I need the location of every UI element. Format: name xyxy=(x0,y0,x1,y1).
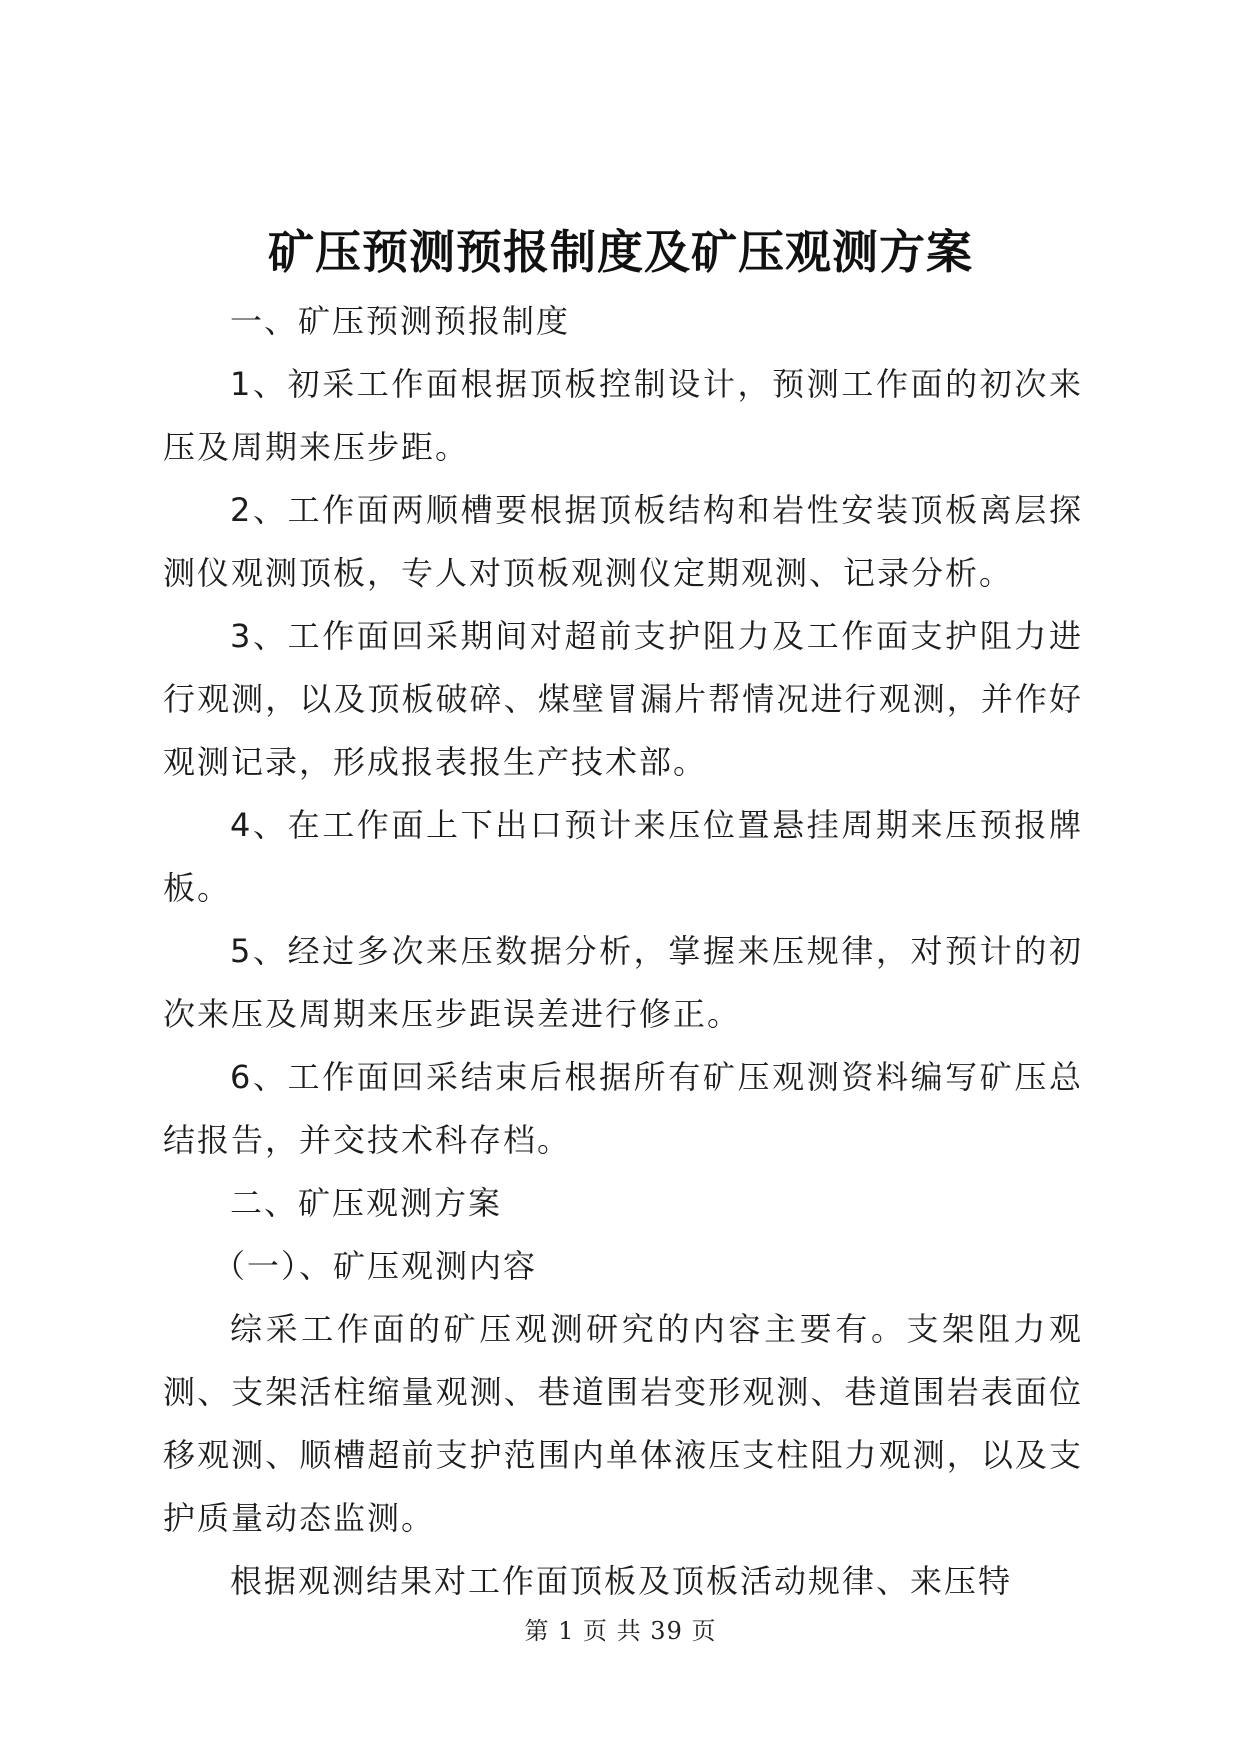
paragraph-item-6: 6、工作面回采结束后根据所有矿压观测资料编写矿压总结报告，并交技术科存档。 xyxy=(163,1058,1083,1159)
paragraph-item-3: 3、工作面回采期间对超前支护阻力及工作面支护阻力进行观测，以及顶板破碎、煤壁冒漏片帮情况进行观测，并作好观测记录，形成报表报生产技术部。 xyxy=(163,617,1083,781)
page-number-footer: 第 1 页 共 39 页 xyxy=(524,1617,717,1645)
paragraph-item-1: 1、初采工作面根据顶板控制设计，预测工作面的初次来压及周期来压步距。 xyxy=(163,365,1083,466)
document-body xyxy=(163,290,1083,1613)
paragraph-observation-content: 综采工作面的矿压观测研究的内容主要有。支架阻力观测、支架活柱缩量观测、巷道围岩变形观测、巷道围岩表面位移观测、顺槽超前支护范围内单体液压支柱阻力观测，以及支护质量动态监测。 xyxy=(163,1310,1083,1537)
subsection-heading: （一）、矿压观测内容 xyxy=(213,1247,538,1285)
section-heading-2: 二、矿压观测方案 xyxy=(230,1184,503,1222)
paragraph-item-5: 5、经过多次来压数据分析，掌握来压规律，对预计的初次来压及周期来压步距误差进行修正。 xyxy=(163,932,1083,1033)
section-heading-1: 一、矿压预测预报制度 xyxy=(230,302,571,340)
paragraph-item-4: 4、在工作面上下出口预计来压位置悬挂周期来压预报牌板。 xyxy=(163,806,1083,907)
document-title: 矿压预测预报制度及矿压观测方案 xyxy=(268,225,973,279)
paragraph-item-2: 2、工作面两顺槽要根据顶板结构和岩性安装顶板离层探测仪观测顶板，专人对顶板观测仪定期观测、记录分析。 xyxy=(163,491,1083,592)
paragraph-observation-results: 根据观测结果对工作面顶板及顶板活动规律、来压特 xyxy=(230,1562,1013,1600)
